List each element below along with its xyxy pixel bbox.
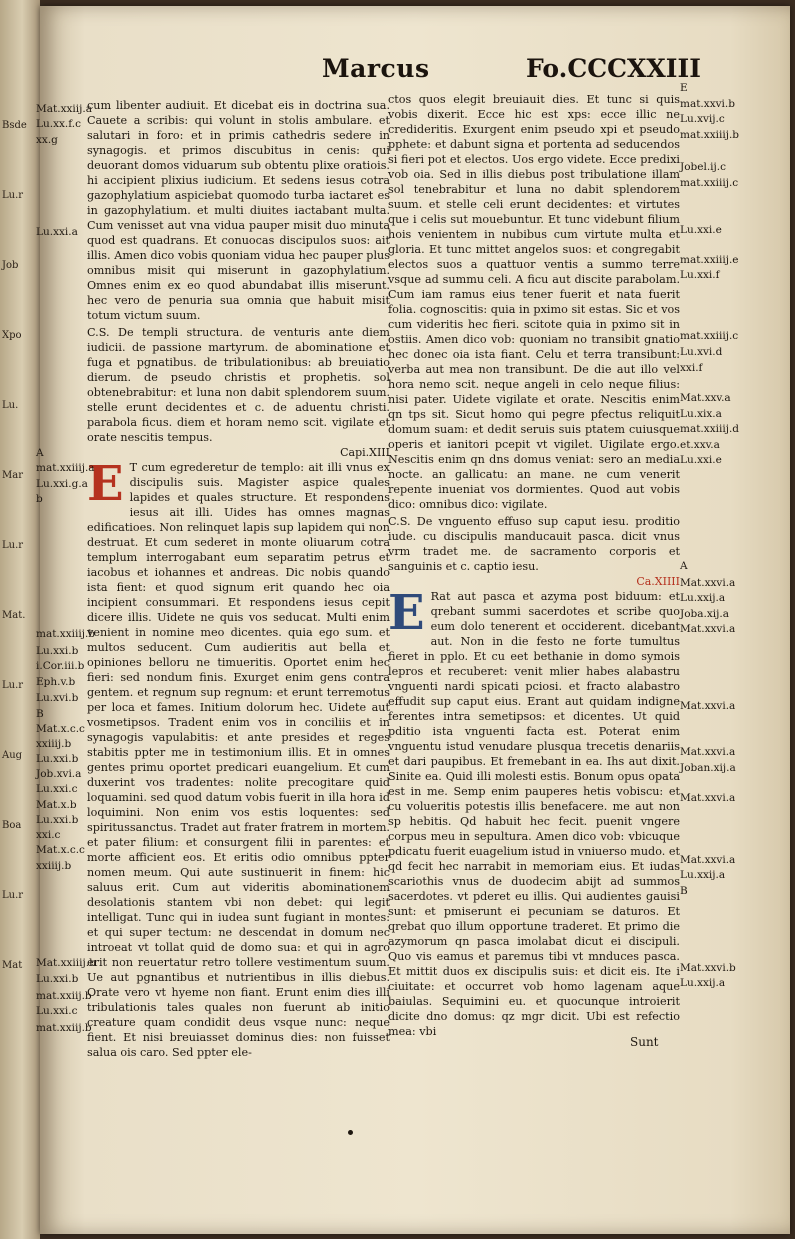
margin-reference: Lu.xxi.e bbox=[680, 454, 722, 466]
facing-page-fragment: Lu.r bbox=[2, 890, 24, 901]
text-column-left bbox=[87, 98, 390, 1060]
margin-reference: mat.xxiiij.b bbox=[680, 129, 740, 141]
facing-page-fragment: Mat. bbox=[2, 610, 26, 621]
margin-reference: Lu.xix.a bbox=[680, 408, 722, 420]
paragraph bbox=[388, 585, 680, 1039]
running-head bbox=[322, 54, 701, 88]
margin-reference: mat.xxvi.b bbox=[680, 98, 735, 110]
margin-reference: xxiiij.b bbox=[36, 860, 72, 872]
text-column-right bbox=[388, 92, 680, 1039]
margin-reference: Mat.xxvi.a bbox=[680, 854, 736, 866]
margin-reference: mat.xxiiij.a bbox=[36, 462, 95, 474]
margin-reference: Mat.xxvi.a bbox=[680, 700, 736, 712]
margin-reference: xxiiij.b bbox=[36, 738, 72, 750]
page-dot bbox=[348, 1130, 353, 1135]
margin-reference: mat.xxiij.b bbox=[36, 1022, 92, 1034]
chapter-summary: C.S. De vnguento effuso sup caput iesu. proditio iude. cu discipulis manducauit pasca. dicit vnus vrm tradet me. de sacramento corporis et sanguinis et c. captio iesu. bbox=[388, 515, 680, 573]
facing-page-fragment: Boa bbox=[2, 820, 22, 831]
margin-reference: mat.xxiij.b bbox=[36, 990, 92, 1002]
margin-reference: Mat.xxvi.a bbox=[680, 577, 736, 589]
chapter-summary: C.S. De templi structura. de venturis ante diem iudicii. de passione martyrum. de abominatione et fuga et pgnatibus. de tribulationibus: ab breuiatio dierum. de pseudo christis et prophetis. sol obtenebrabitur: et luna non dabit splendorem suum. stelle erunt decidentes et c. de aduentu christi. parabola ficus. diem et horam nemo scit. vigilate et orate nescitis tempus. bbox=[87, 326, 390, 444]
margin-reference: Job.xvi.a bbox=[36, 768, 82, 780]
margin-reference: i.Cor.iii.b bbox=[36, 660, 85, 672]
catchword: Sunt bbox=[630, 1035, 659, 1049]
margin-reference: Mat.x.b bbox=[36, 799, 77, 811]
margin-reference: Lu.xxi.a bbox=[36, 226, 78, 238]
margin-reference: b bbox=[36, 493, 43, 505]
margin-reference: Mat.xxiiij.b bbox=[36, 957, 96, 969]
margin-reference: B bbox=[680, 885, 688, 897]
facing-page-fragment: Lu. bbox=[2, 400, 19, 411]
facing-page-fragment: Job bbox=[2, 260, 19, 271]
margin-reference: E bbox=[680, 82, 688, 94]
margin-reference: Lu.xxi.b bbox=[36, 973, 79, 985]
margin-reference: Mat.xxvi.b bbox=[680, 962, 736, 974]
margin-reference: Lu.xxi.c bbox=[36, 783, 78, 795]
margin-reference: Mat.x.c.c bbox=[36, 844, 85, 856]
margin-reference: Lu.xxij.a bbox=[680, 869, 726, 881]
margin-reference: A bbox=[36, 447, 44, 459]
margin-reference: Mat.xxvi.a bbox=[680, 623, 736, 635]
margin-reference: xx.g bbox=[36, 134, 58, 146]
paragraph: cum libenter audiuit. Et dicebat eis in doctrina sua. Cauete a scribis: qui volunt in stolis ambulare. et salutari in foro: et in primis cathedris sedere in synagogis. et primos discubitus in cenis: qui deuorant domos viduarum sub obtentu plixe oratiois. hi accipient plixius iudicium. Et sedens iesus cotra gazophylatium aspiciebat quomodo turba iactaret es in gazophylatium. et multi diuites iactabant multa. Cum venisset aut vna vidua pauper misit duo minuta quod est quadrans. Et conuocas discipulos suos: ait illis. Amen dico vobis quoniam vidua hec pauper plus omnibus misit qui miserunt in gazophylatium. Omnes enim ex eo quod abundabat illis miserunt. hec vero de penuria sua omnia que habuit misit totum victum suum. bbox=[87, 99, 390, 322]
margin-reference: mat.xxiiij.d bbox=[680, 423, 740, 435]
illuminated-initial: E bbox=[388, 585, 425, 641]
facing-page-fragment: Aug bbox=[2, 750, 23, 761]
margin-reference: Lu.xxi.c bbox=[36, 1005, 78, 1017]
margin-reference: Mat.xxiij.a bbox=[36, 103, 92, 115]
facing-page-fragment: Mar bbox=[2, 470, 23, 481]
margin-reference: Lu.xxij.a bbox=[680, 592, 726, 604]
facing-page-fragment: Lu.r bbox=[2, 540, 24, 551]
chapter-number: Capi.XIII bbox=[340, 446, 390, 459]
margin-reference: Mat.x.c.c bbox=[36, 723, 85, 735]
margin-reference: Lu.xvi.d bbox=[680, 346, 723, 358]
illuminated-initial: E bbox=[87, 456, 124, 512]
paragraph: ctos quos elegit breuiauit dies. Et tunc si quis vobis dixerit. Ecce hic est xps: ecce illic ne credideritis. Exurgent enim pseudo xpi et pseudo pphete: et dabunt signa et portenta ad seducendos si fieri pot et electos. Uos ergo videte. Ecce predixi vob oia. Sed in illis diebus post tribulatione illam sol tenebrabitur et luna no dabit splendorem suum. et stelle celi erunt decidentes: et virtutes que i celis sut mouebuntur. Et tunc videbunt filium hois venientem in nubibus cum virtute multa et gloria. Et tunc mittet angelos suos: et congregabit electos suos a quattuor ventis a summo terre vsque ad summu celi. A ficu aut discite parabolam. Cum iam ramus eius tener fuerit et nata fuerit folia. cognoscitis: quia in pximo sit estas. Sic et vos cum videritis hec fieri. scitote quia in pximo sit in ostiis. Amen dico vob: quoniam no transibit gnatio hec donec oia ista fiant. Celu et terra transibunt: verba aut mea non transibunt. De die aut illo vel hora nemo scit. neque angeli in celo neque filius: nisi pater. Uidete vigilate et orate. Nescitis enim qn tps sit. Sicut homo qui pegre pfectus reliquit domum suam: et dedit seruis suis ptatem cuiusque operis et ianitori pcepit vt vigilet. Uigilate ergo. Nescitis enim qn dns domus veniat: sero an media nocte. an gallicatu: an mane. ne cum venerit repente inueniat vos dormientes. Quod aut vobis dico: omnibus dico: vigilate. bbox=[388, 93, 680, 511]
margin-reference: Mat.xxv.a bbox=[680, 392, 731, 404]
margin-reference: Eph.v.b bbox=[36, 676, 76, 688]
folio-number: Fo.CCCXXIII bbox=[526, 54, 701, 83]
margin-reference: mat.xxiiij.e bbox=[680, 254, 739, 266]
chapter-number: Ca.XIIII bbox=[636, 575, 680, 588]
facing-page-fragment: Lu.r bbox=[2, 680, 24, 691]
margin-reference: Lu.xxi.b bbox=[36, 645, 79, 657]
margin-reference: xxi.c bbox=[36, 829, 61, 841]
facing-page-fragment: Xpo bbox=[2, 330, 22, 341]
margin-reference: Lu.xxi.f bbox=[680, 269, 720, 281]
paragraph bbox=[87, 456, 390, 1060]
margin-reference: Mat.xxvi.a bbox=[680, 792, 736, 804]
margin-reference: Joba.xij.a bbox=[680, 608, 729, 620]
margin-reference: Lu.xvij.c bbox=[680, 113, 725, 125]
book-page bbox=[36, 6, 790, 1234]
margin-reference: Mat.xxvi.a bbox=[680, 746, 736, 758]
margin-reference: A bbox=[680, 560, 688, 572]
facing-page-fragment: Bsde bbox=[2, 120, 27, 131]
book-title: Marcus bbox=[322, 54, 430, 83]
margin-reference: Joban.xij.a bbox=[680, 762, 736, 774]
margin-reference: mat.xxiiij.b bbox=[36, 628, 96, 640]
facing-page-fragment: Mat bbox=[2, 960, 23, 971]
margin-reference: B bbox=[36, 708, 44, 720]
margin-reference: Lu.xvi.b bbox=[36, 692, 79, 704]
margin-reference: Lu.xx.f.c bbox=[36, 118, 81, 130]
facing-page-edge bbox=[0, 0, 40, 1239]
paragraph-text: T cum egrederetur de templo: ait illi vnus ex discipulis suis. Magister aspice quales lapides et quales structure. Et respondens iesus ait illi. Uides has omnes magnas edificatioes. Non relinquet lapis sup lapidem qui non destruat. Et cum sederet in monte oliuarum cotra templum interrogabant eum separatim petrus et iacobus et iohannes et andreas. Dic nobis quando ista fient: et quod signum erit quando hec oia incipient consummari. Et respondens iesus cepit dicere illis. Uidete ne quis vos seducat. Multi enim venient in nomine meo dicentes. quia ego sum. et multos seducent. Cum audieritis aut bella et opiniones belloru ne timueritis. Oportet enim hec fieri: sed nondum finis. Exurget enim gens contra gentem. et regnum sup regnum: et erunt terremotus per loca et fames. Initium dolorum hec. Uidete aut vosmetipsos. Tradent enim vos in conciliis et in synagogis vapulabitis: et ante presides et reges stabitis ppter me in testimonium illis. Et in omnes gentes primu oportet predicari euangelium. Et cum duxerint vos tradentes: nolite precogitare quid loquamini. sed quod datum vobis fuerit in illa hora id loquimini. Non enim vos estis loquentes: sed spiritussanctus. Tradet aut frater fratrem in mortem. et pater filium: et consurgent filii in parentes: et morte afficient eos. Et eritis odio omnibus ppter nomen meum. Qui aute sustinuerit in finem: hic saluus erit. Cum aut videritis abominationem desolationis stantem vbi non debet: qui legit intelligat. Tunc qui in iudea sunt fugiant in montes: et qui super tectum: ne descendat in domum nec introeat vt tollat quid de domo sua: et qui in agro erit non reuertatur retro tollere vestimentum suum. Ue aut pgnantibus et nutrientibus in illis diebus. Orate vero vt hyeme non fiant. Erunt enim dies illi tribulationis tales quales non fuerunt ab initio creature quam condidit deus vsque nunc: neque fient. Et nisi breuiasset dominus dies: non fuisset salua ois caro. Sed ppter ele- bbox=[87, 461, 390, 1059]
margin-reference: xxi.f bbox=[680, 362, 703, 374]
margin-reference: Lu.xxi.b bbox=[36, 753, 79, 765]
margin-reference: mat.xxiiij.c bbox=[680, 330, 739, 342]
paragraph-text: Rat aut pasca et azyma post biduum: et qrebant summi sacerdotes et scribe quo eum dolo tenerent et occiderent. dicebant aut. Non in die festo ne forte tumultus fieret in pplo. Et cu eet bethanie in domo symois lepros et recuberet: venit mlier habes alabastru vnguenti nardi spicati pciosi. et fracto alabastro effudit sup caput eius. Erant aut quidam indigne ferentes intra semetipsos: et dicentes. Ut quid pditio ista vnguenti facta est. Poterat enim vnguentu istud venudare plusqua trecetis denariis et dari paupibus. Et fremebant in ea. Ihs aut dixit. Sinite ea. Quid illi molesti estis. Bonum opus opata est in me. Semp enim pauperes hetis vobiscu: et cu volueritis potestis illis benefacere. me aut non sp hebitis. Qd habuit hec fecit. puenit vngere corpus meu in sepultura. Amen dico vob: vbicuque pdicatu fuerit euagelium istud in vniuerso mudo. et qd fecit hec narrabit in memoriam eius. Et iudas scariothis vnus de duodecim abijt ad summos sacerdotes. vt pderet eu illis. Qui audientes gauisi sunt: et pmiserunt ei pecuniam se daturos. Et qrebat quo illum opportune traderet. Et primo die azymorum qn pasca imolabat dicut ei discipuli. Quo vis eamus et paremus tibi vt mnduces pasca. Et mittit duos ex discipulis suis: et dicit eis. Ite i ciuitate: et occurret vob homo lagenam aque baiulas. Sequimini eu. et quocunque introierit dicite dno domus: qz mgr dicit. Ubi est refectio mea: vbi bbox=[388, 590, 680, 1038]
margin-reference: mat.xxiiij.c bbox=[680, 177, 739, 189]
margin-reference: Jobel.ij.c bbox=[680, 161, 726, 173]
margin-reference: et.xxv.a bbox=[680, 439, 720, 451]
margin-reference: Lu.xxi.g.a bbox=[36, 478, 88, 490]
facing-page-fragment: Lu.r bbox=[2, 190, 24, 201]
margin-reference: Lu.xxi.e bbox=[680, 224, 722, 236]
margin-reference: Lu.xxij.a bbox=[680, 977, 726, 989]
margin-reference: Lu.xxi.b bbox=[36, 814, 79, 826]
